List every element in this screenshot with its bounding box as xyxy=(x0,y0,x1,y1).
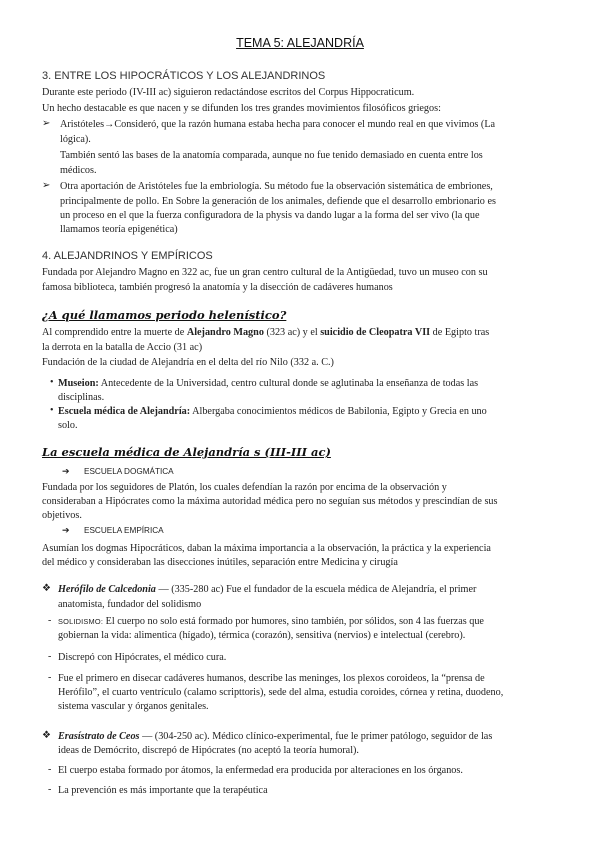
bullet-text: principalmente de pollo. En Sobre la generación de los animales, defiende que el desarrollo embrionario es xyxy=(60,196,496,207)
bullet-text: solo. xyxy=(58,420,78,431)
bullet-text: gobiernan la vida: alimentica (hígado), térmica (corazón), sensitiva (nervios) e intelectual (cerebro). xyxy=(58,630,466,641)
text-run: — xyxy=(155,584,172,595)
paragraph: Fundación de la ciudad de Alejandría en el delta del río Nilo (332 a. C.) xyxy=(42,357,334,368)
diamond-bullet-icon: ❖ xyxy=(42,730,51,741)
diamond-bullet-icon: ❖ xyxy=(42,583,51,594)
dash-bullet-icon: - xyxy=(48,764,52,775)
helenistico-heading: ¿A qué llamamos periodo helenístico? xyxy=(42,308,287,322)
text-run: (323 ac) y el xyxy=(263,327,321,338)
bold-term: suicidio de Cleopatra VII xyxy=(320,327,431,338)
paragraph: ideas de Demócrito, discrepó de Hipócrates (no aceptó la teoría humoral). xyxy=(58,745,359,756)
section-3-heading: 3. ENTRE LOS HIPOCRÁTICOS Y LOS ALEJANDRINOS xyxy=(42,70,326,82)
bold-term: Escuela médica de Alejandría: xyxy=(58,406,191,417)
right-arrow-icon: ➔ xyxy=(62,466,70,476)
empirica-subheading xyxy=(62,525,164,536)
paragraph: Durante este periodo (IV-III ac) siguieron redactándose escritos del Corpus Hippocraticum. xyxy=(42,87,415,98)
paragraph: Fundada por los seguidores de Platón, los cuales defendían la razón por encima de la observación y xyxy=(42,482,447,493)
paragraph: consideraban a Hipócrates como la máxima autoridad médica pero no seguían sus métodos y prescindían de sus xyxy=(42,496,498,507)
bullet-text: médicos. xyxy=(60,165,97,176)
paragraph: Un hecho destacable es que nacen y se difunden los tres grandes movimientos filosóficos griegos: xyxy=(42,103,441,114)
bullet-text: disciplinas. xyxy=(58,392,105,403)
erasistrato-intro xyxy=(58,730,492,745)
bullet-text: También sentó las bases de la anatomía comparada, aunque no fue tenido demasiado en cuenta entre los xyxy=(60,150,483,161)
bullet-text: un proceso en el que la fuerza configuradora de la physis va dando lugar a la forma del ser vivo (la que xyxy=(60,210,480,221)
paragraph: la derrota en la batalla de Accio (31 ac) xyxy=(42,342,203,353)
escuela-heading: La escuela médica de Alejandría s (III-III ac) xyxy=(42,445,331,459)
text-run: Antecedente de la Universidad, centro cultural donde se aglutinaba la enseñanza de todas las xyxy=(98,378,479,389)
dash-bullet-icon: - xyxy=(48,672,52,683)
person-name: Erasístrato de Ceos xyxy=(58,731,140,742)
bold-term: Museion: xyxy=(58,378,99,389)
arrow-bullet-icon: ➢ xyxy=(42,180,51,191)
paragraph: Fundada por Alejandro Magno en 322 ac, fue un gran centro cultural de la Antigüedad, tuvo un museo con su xyxy=(42,267,488,278)
herofilo-intro xyxy=(58,583,476,598)
round-bullet-icon: • xyxy=(50,405,54,416)
round-bullet-icon: • xyxy=(50,377,54,388)
bullet-text: El cuerpo estaba formado por átomos, la enfermedad era producida por alteraciones en los órganos. xyxy=(58,765,463,776)
paragraph: Asumían los dogmas Hipocráticos, daban la máxima importancia a la observación, la práctica y la experiencia xyxy=(42,543,491,554)
bullet-text: Discrepó con Hipócrates, el médico cura. xyxy=(58,652,227,663)
bullet-text: sistema vascular y órganos genitales. xyxy=(58,701,209,712)
paragraph: del médico y consideraban las disecciones inútiles, separación entre Medicina y cirugía xyxy=(42,557,398,568)
bullet-text: Otra aportación de Aristóteles fue la embriología. Su método fue la observación sistemática de embriones, xyxy=(60,181,493,192)
dash-bullet-icon: - xyxy=(48,784,52,795)
text-run: (304-250 ac). Médico clínico-experimental, fue le primer patólogo, seguidor de las xyxy=(154,731,493,742)
bullet-text xyxy=(58,377,478,392)
title-label: TEMA 5: xyxy=(236,36,285,50)
text-run: (335-280 ac) Fue el fundador de la escuela médica de Alejandría, el primer xyxy=(171,584,477,595)
bullet-text: Aristóteles→Consideró, que la razón humana estaba hecha para conocer el mundo real en que vivimos (La xyxy=(60,119,496,130)
page-title xyxy=(0,36,600,50)
arrow-bullet-icon: ➢ xyxy=(42,118,51,129)
section-4-heading: 4. ALEJANDRINOS Y EMPÍRICOS xyxy=(42,250,213,262)
text-run: Albergaba conocimientos médicos de Babilonia, Egipto y Grecia en uno xyxy=(190,406,487,417)
paragraph xyxy=(42,326,489,341)
bullet-text xyxy=(58,405,487,420)
bullet-text: Fue el primero en disecar cadáveres humanos, describe las meninges, los plexos coroideos, la “prensa de xyxy=(58,673,485,684)
bold-term: Alejandro Magno xyxy=(186,327,264,338)
subheading-label: ESCUELA EMPÍRICA xyxy=(84,526,164,535)
dash-bullet-icon: - xyxy=(48,615,52,626)
bullet-text: llamamos teoría epigenética) xyxy=(60,224,178,235)
title-text: ALEJANDRÍA xyxy=(284,36,364,50)
paragraph: famosa biblioteca, también progresó la anatomía y la disección de cadáveres humanos xyxy=(42,282,393,293)
bullet-text: Herófilo”, el cuarto ventrículo (calamo scripttoris), sede del alma, estudia coroides, córnea y retina, duodeno, xyxy=(58,687,504,698)
paragraph: objetivos. xyxy=(42,510,82,521)
dogmatica-subheading xyxy=(62,466,174,477)
paragraph: anatomista, fundador del solidismo xyxy=(58,599,202,610)
text-run: de Egipto tras xyxy=(430,327,490,338)
bullet-text xyxy=(58,615,484,630)
text-run: Al comprendido entre la muerte de xyxy=(42,327,187,338)
person-name: Herófilo de Calcedonia xyxy=(58,584,156,595)
dash-bullet-icon: - xyxy=(48,651,52,662)
text-run: El cuerpo no solo está formado por humores, sino también, por sólidos, son 4 las fuerzas que xyxy=(103,616,484,627)
text-run: — xyxy=(139,731,155,742)
term-label: SOLIDISMO: xyxy=(58,617,104,626)
right-arrow-icon: ➔ xyxy=(62,525,70,535)
bullet-text: lógica). xyxy=(60,134,91,145)
bullet-text: La prevención es más importante que la terapéutica xyxy=(58,785,268,796)
subheading-label: ESCUELA DOGMÁTICA xyxy=(84,467,174,476)
